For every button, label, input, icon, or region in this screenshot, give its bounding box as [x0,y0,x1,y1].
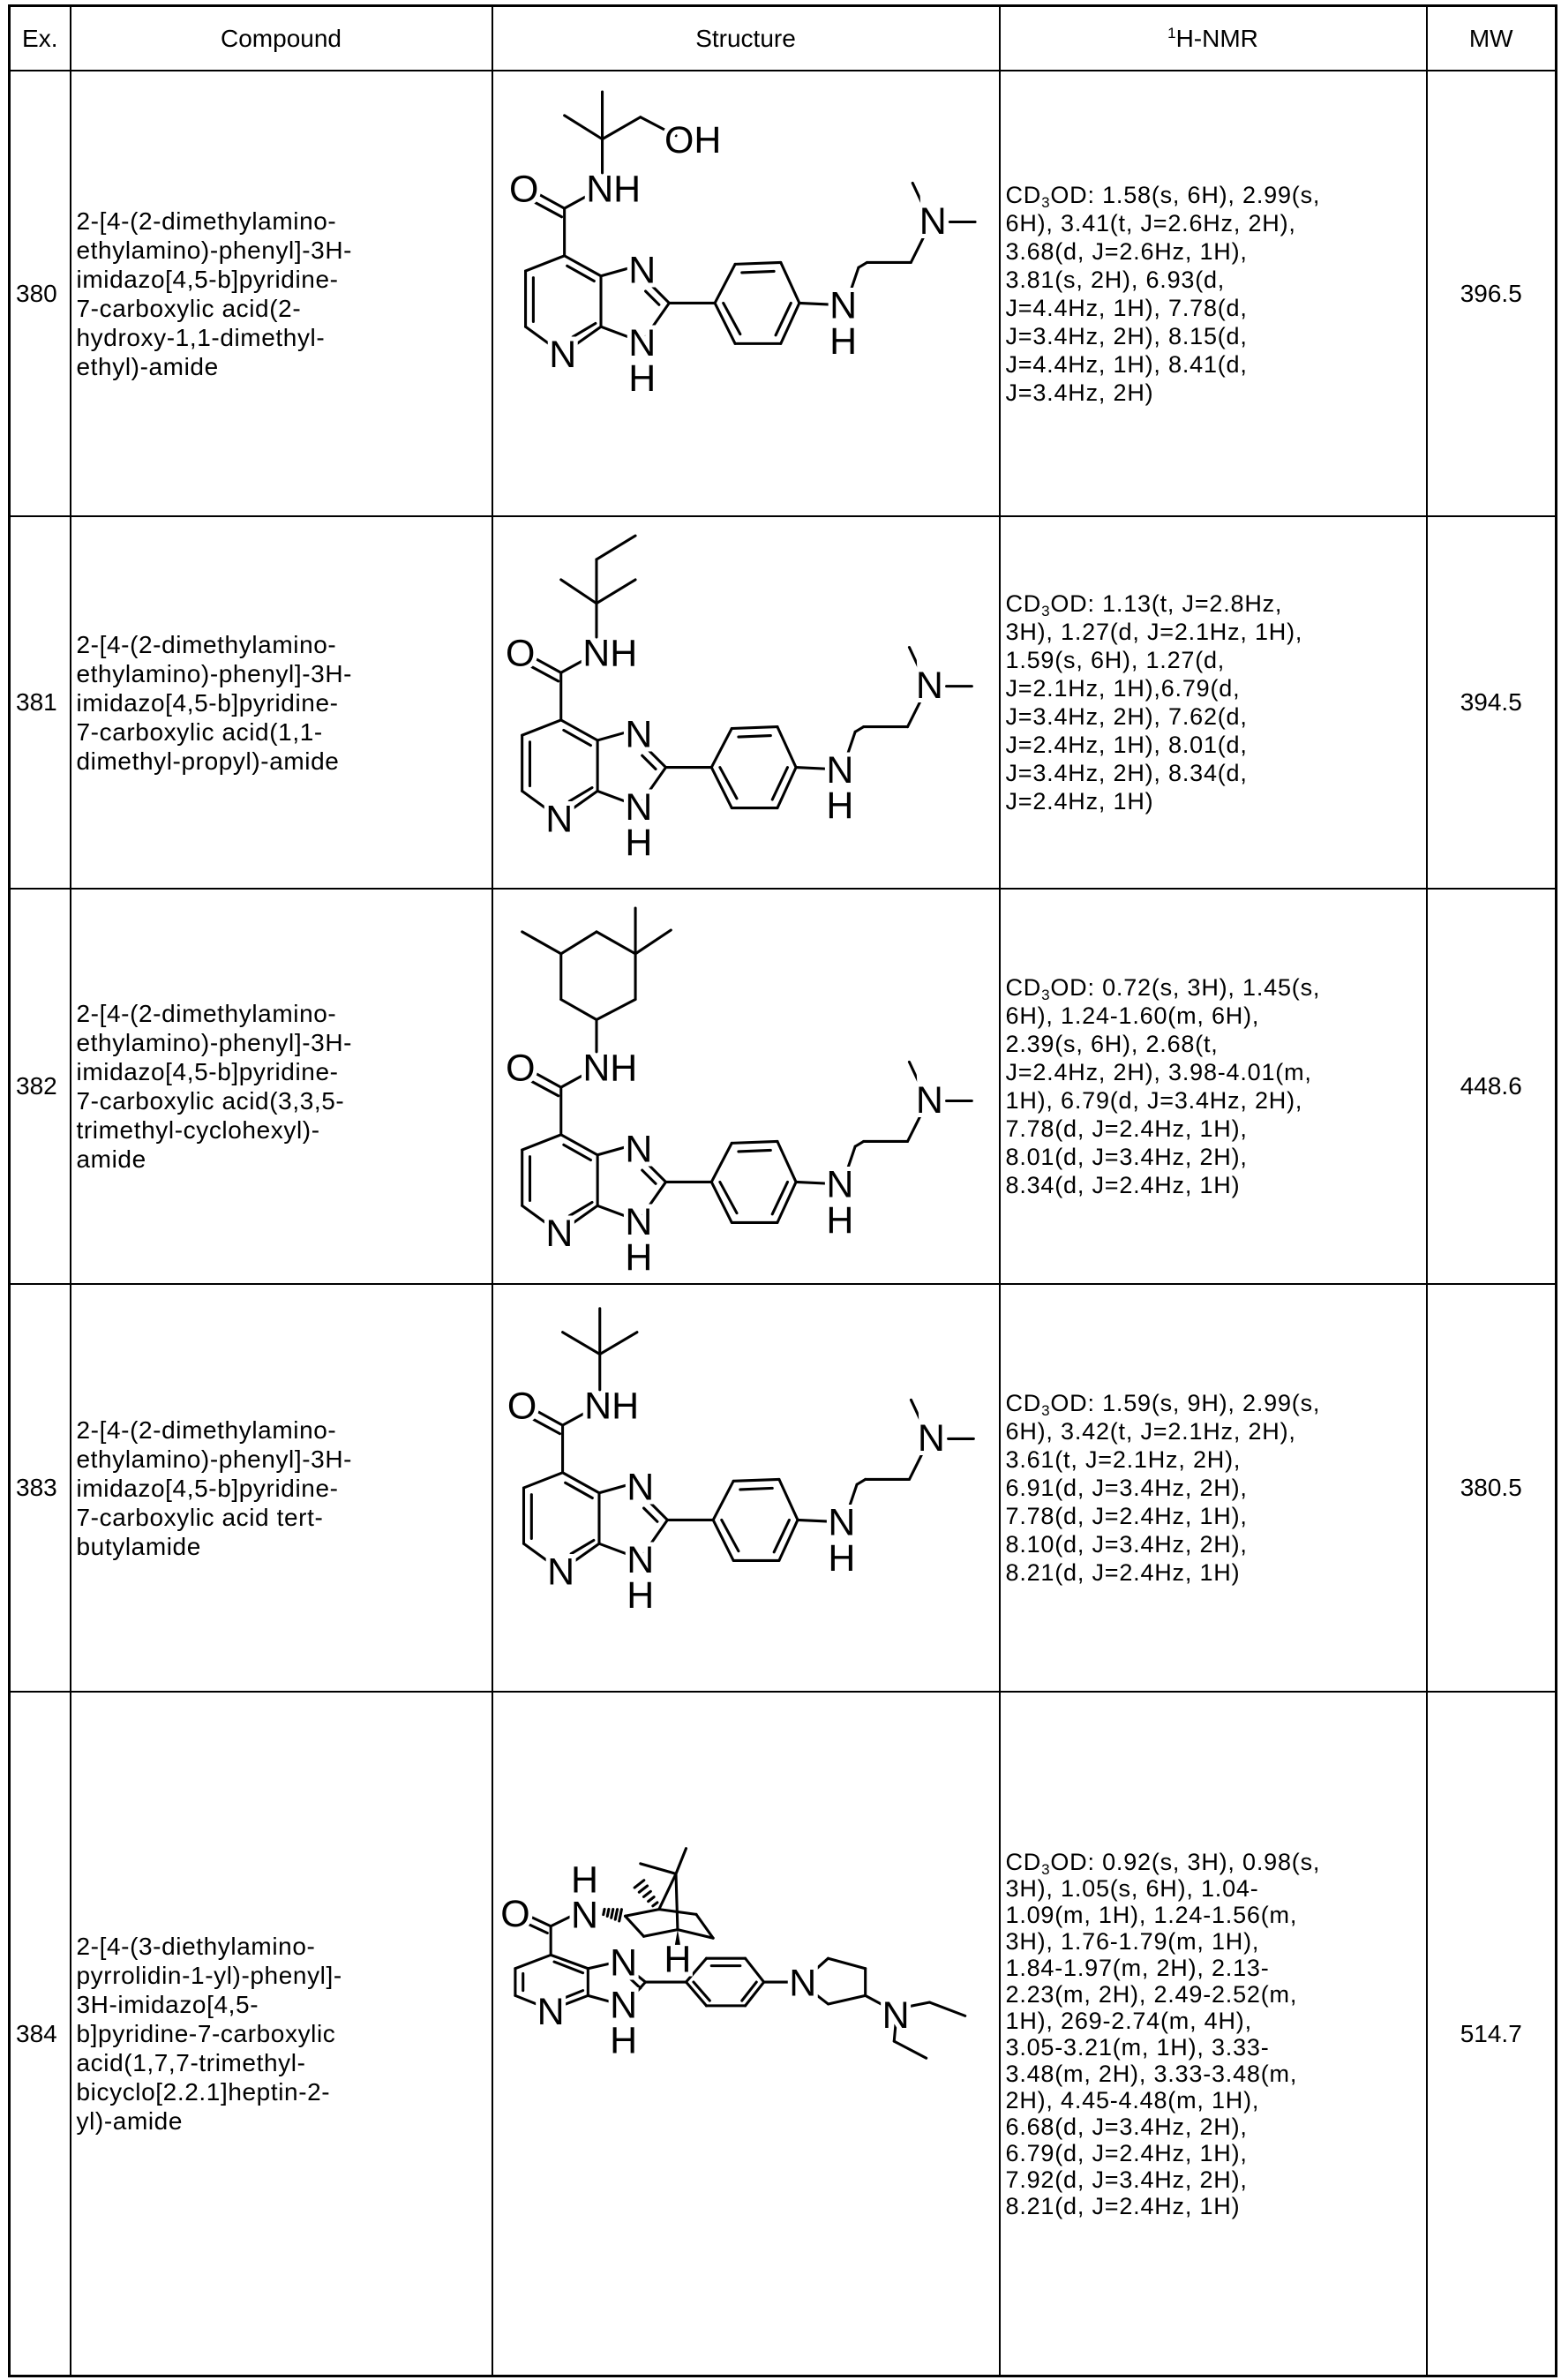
solvent-label [1006,974,1088,1001]
compound-data-table [8,4,1557,2377]
solvent-part: CD [1006,182,1042,208]
bond-line [745,1958,763,1982]
bond-line [643,1508,657,1521]
chemical-structure-image [493,71,1001,515]
bond-line [560,1135,597,1155]
atom-label: N [549,334,576,376]
bond-line [514,1955,550,1968]
bond-line [719,768,736,799]
bond-line [565,1483,592,1498]
molecule-drawing [506,536,972,864]
bond-line [777,768,795,808]
bond-line [777,1182,795,1222]
bond-line [560,1000,596,1020]
bond-line [723,303,739,334]
bond-line [596,536,634,559]
bond-line [828,1958,865,1969]
structure-cell [492,1692,1000,2376]
bond-line [643,1891,650,1896]
compound-name: 2-[4-(2-dimethylamino- ethylamino)-phenyl]-3H- imidazo[4,5-b]pyridine- 7-carboxylic acid(1,1- dimethyl-propyl)-amide [71,516,492,889]
solvent-part: OD [1050,182,1087,208]
bond-line [855,1141,864,1146]
header-ex: Ex. [10,6,71,71]
solvent-subscript: 3 [1041,1861,1050,1878]
solvent-subscript: 3 [1041,603,1050,619]
solvent-part: OD [1050,590,1087,617]
solvent-part: CD [1006,1390,1042,1416]
chemical-structure-image [493,517,1001,888]
nmr-shifts: : 0.92(s, 3H), 0.98(s, 3H), 1.05(s, 6H), 1.04- 1.09(m, 1H), 1.24-1.56(m, 3H), 1.76-1.79(m, 1H), 1.84-1.97(m, 2H), 2.13- 2.23(m, 2H), 2.49-2.52(m, 1H), 269-2.74(m, 4H), 3.05-3.21(m, 1H), 3.33- 3.48(m, 2H), 3.33-3.48(m, 2H), 4.45-4.48(m, 1H), 6.68(d, J=3.4Hz, 2H), 6.79(d, J=2.4Hz, 1H), 7.92(d, J=3.4Hz, 2H), 8.21(d, J=2.4Hz, 1H) [1006,1849,1321,2219]
chemical-structure-image [493,890,1001,1283]
compound-name: 2-[4-(2-dimethylamino- ethylamino)-phenyl]-3H- imidazo[4,5-b]pyridine- 7-carboxylic acid(2- hydroxy-1,1-dimethyl- ethyl)-amide [71,71,492,516]
bond-line [625,1910,658,1917]
bond-line [738,1150,769,1152]
solvent-part: OD [1050,1390,1087,1416]
molecular-weight: 514.7 [1427,1692,1557,2376]
nmr-data [1000,516,1427,889]
bond-line [738,736,769,738]
bond-line [635,930,671,954]
bond-line [777,727,795,768]
bond-line [522,932,560,954]
nmr-data [1000,1692,1427,2376]
bond-line [562,1473,598,1493]
atom-label: N [915,1079,942,1122]
bond-line [777,1141,795,1182]
nmr-shifts: : 1.13(t, J=2.8Hz, 3H), 1.27(d, J=2.1Hz, 1H), 1.59(s, 6H), 1.27(d, J=2.1Hz, 1H),6.79(d, J=3.4Hz, 2H), 7.62(d, J=2.4Hz, 1H), 8.01(d, J=3.4Hz, 2H), 8.34(d, J=2.4Hz, 1H) [1006,590,1303,815]
header-nmr [1000,6,1427,71]
molecular-weight: 380.5 [1427,1284,1557,1692]
bond-line [564,116,602,139]
atom-label: NH [826,749,853,827]
bond-line [607,1909,609,1916]
bond-line [596,1000,634,1020]
bond-line [525,256,564,271]
example-number: 383 [10,1284,71,1692]
bond-line [560,720,597,740]
atom-label: N [919,200,946,243]
atom-label: O [506,1047,535,1089]
atom-label: O [507,1385,536,1427]
header-nmr-label: H-NMR [1176,25,1258,52]
solvent-label [1006,1849,1088,1875]
bond-line [645,291,658,304]
example-number: 381 [10,516,71,889]
bond-line [713,1520,733,1560]
header-nmr-superscript: 1 [1167,25,1175,41]
atom-label: NH [625,786,652,864]
bond-line [780,303,799,343]
atom-label: N [547,1550,574,1593]
bond-line [563,730,590,745]
bond-line [648,1897,653,1902]
atom-label: NH [610,1984,637,2061]
example-number: 382 [10,889,71,1284]
atom-label: NH [828,1502,855,1580]
molecule-drawing [500,1849,965,2062]
structure-cell [492,516,1000,889]
bond-line [732,1141,777,1143]
table-row [10,516,1557,889]
compound-name: 2-[4-(2-dimethylamino- ethylamino)-phenyl]-3H- imidazo[4,5-b]pyridine- 7-carboxylic acid(3,3,5- trimethyl-cyclohexyl)- amide [71,889,492,1284]
bond-line [658,1873,675,1909]
bond-line [693,1982,709,2001]
bond-line [713,1481,733,1520]
atom-label: OH [664,119,721,161]
solvent-label [1006,182,1088,208]
bond-line [642,1170,655,1183]
bond-line [772,768,787,800]
compound-name: 2-[4-(2-dimethylamino- ethylamino)-phenyl]-3H- imidazo[4,5-b]pyridine- 7-carboxylic acid tert- butylamide [71,1284,492,1692]
atom-label: O [500,1893,529,1935]
bond-line [711,729,732,768]
table-row [10,1692,1557,2376]
table-row [10,71,1557,516]
molecular-weight: 394.5 [1427,516,1557,889]
bond-line [602,117,640,139]
bond-line [603,1909,604,1914]
nmr-shifts: : 1.58(s, 6H), 2.99(s, 6H), 3.41(t, J=2.6Hz, 2H), 3.68(d, J=2.6Hz, 1H), 3.81(s, 2H), 6.93(d, J=4.4Hz, 1H), 7.78(d, J=3.4Hz, 2H), 8.15(d, J=4.4Hz, 1H), 8.41(d, J=3.4Hz, 2H) [1006,182,1321,406]
solvent-part: CD [1006,1849,1042,1875]
atom-label: N [625,1128,652,1170]
bond-line [523,1473,562,1488]
structure-cell [492,71,1000,516]
bond-line [776,303,791,334]
bond-line [554,1962,583,1973]
compound-name: 2-[4-(3-diethylamino- pyrrolidin-1-yl)-phenyl]- 3H-imidazo[4,5- b]pyridine-7-carboxylic acid(1,7,7-trimethyl- bicyclo[2.2.1]heptin-2- yl)-amide [71,1692,492,2376]
nmr-data [1000,1284,1427,1692]
bond-line [711,768,732,808]
bond-line [676,1849,687,1874]
table-row [10,889,1557,1284]
bond-line [711,1143,732,1182]
bond-line [560,932,596,954]
atom-label: NH [586,168,641,210]
atom-label: N [915,664,942,707]
atom-label: NH [628,322,656,400]
atom-label: N [789,1962,816,2004]
chemical-structure-image [493,1285,1001,1691]
example-number: 380 [10,71,71,516]
solvent-subscript: 3 [1041,1402,1050,1419]
bond-line [619,1910,621,1921]
atom-label: NH [584,1385,639,1427]
bond-line [640,1864,675,1874]
atom-label: NH [826,1164,853,1242]
bond-line [522,720,560,735]
nmr-shifts: : 1.59(s, 9H), 2.99(s, 6H), 3.42(t, J=2.1Hz, 2H), 3.61(t, J=2.1Hz, 2H), 6.91(d, J=3.4Hz, 2H), 7.78(d, J=2.4Hz, 1H), 8.10(d, J=3.4Hz, 2H), 8.21(d, J=2.4Hz, 1H) [1006,1390,1321,1586]
bond-line [634,1881,644,1888]
bond-line [828,1995,865,2004]
bond-line [564,256,600,276]
atom-label: HN [571,1858,598,1936]
molecular-weight: 396.5 [1427,71,1557,516]
bond-line [567,266,594,281]
solvent-part: OD [1050,1849,1087,1875]
bond-line [615,1910,617,1920]
bond-line [735,262,781,264]
solvent-subscript: 3 [1041,194,1050,211]
bond-line [774,1520,789,1551]
bond-line [741,271,773,273]
bond-line [715,264,735,303]
bond-line [596,580,634,604]
atom-label: NH [829,285,857,363]
bond-line [715,303,735,343]
bond-line [625,1916,643,1936]
table-row [10,1284,1557,1692]
bond-line [642,755,655,769]
bond-line [778,1479,797,1520]
atom-label: N [882,1994,909,2037]
table-header-row [10,6,1557,71]
solvent-label [1006,1390,1088,1416]
bond-line [560,580,596,604]
header-mw: MW [1427,6,1557,71]
bond-line [780,262,799,303]
atom-label: N [917,1417,944,1460]
atom-label: NH [627,1539,654,1617]
atom-label: N [625,714,652,756]
bond-line [652,1903,657,1906]
bond-line [643,1930,677,1937]
atom-label: N [545,1213,573,1255]
chemical-structure-image [493,1693,1001,2375]
bond-line [721,1520,738,1550]
nmr-data [1000,889,1427,1284]
solvent-part: OD [1050,974,1087,1001]
header-compound: Compound [71,6,492,71]
atom-label: N [537,1991,564,2033]
solvent-part: CD [1006,974,1042,1001]
atom-label: NH [582,633,637,675]
molecular-weight: 448.6 [1427,889,1557,1284]
bond-line [522,1135,560,1150]
solvent-part: CD [1006,590,1042,617]
bond-line [562,1333,599,1355]
bond-line [741,1982,755,2001]
bond-line [711,1182,732,1222]
solvent-subscript: 3 [1041,987,1050,1003]
bond-line [639,1886,647,1892]
bond-line [611,1910,612,1918]
bond-line [858,262,867,267]
bond-line [894,2041,926,2058]
atom-label: H [664,1939,691,1981]
molecule-drawing [506,908,972,1279]
nmr-data [1000,71,1427,516]
atom-label: N [545,798,573,840]
atom-label: N [627,1466,654,1508]
molecule-drawing [508,92,974,400]
bond-line [739,1488,771,1490]
bond-line [772,1182,787,1213]
bond-line [676,1873,678,1929]
bond-line [929,2002,964,2016]
structure-cell [492,889,1000,1284]
structure-cell [492,1284,1000,1692]
bond-line [855,727,864,732]
header-structure: Structure [492,6,1000,71]
atom-label: N [628,249,656,291]
example-number: 384 [10,1692,71,2376]
bond-line [599,1333,636,1355]
atom-label: NH [625,1201,652,1279]
atom-label: O [508,168,537,210]
bond-line [778,1520,797,1560]
bond-line [857,1479,866,1484]
bond-line [732,727,777,729]
bond-line [563,1145,590,1160]
bond-line [596,932,634,954]
atom-label: N [610,1941,637,1984]
atom-label: O [506,633,535,675]
molecule-drawing [507,1309,972,1617]
solvent-label [1006,590,1088,617]
bond-line [733,1479,779,1481]
nmr-shifts: : 0.72(s, 3H), 1.45(s, 6H), 1.24-1.60(m, 6H), 2.39(s, 6H), 2.68(t, J=2.4Hz, 2H), 3.98-4.01(m, 1H), 6.79(d, J=3.4Hz, 2H), 7.78(d, J=2.4Hz, 1H), 8.01(d, J=3.4Hz, 2H), 8.34(d, J=2.4Hz, 1H) [1006,974,1321,1198]
atom-label: NH [582,1047,637,1089]
bond-line [719,1182,736,1213]
